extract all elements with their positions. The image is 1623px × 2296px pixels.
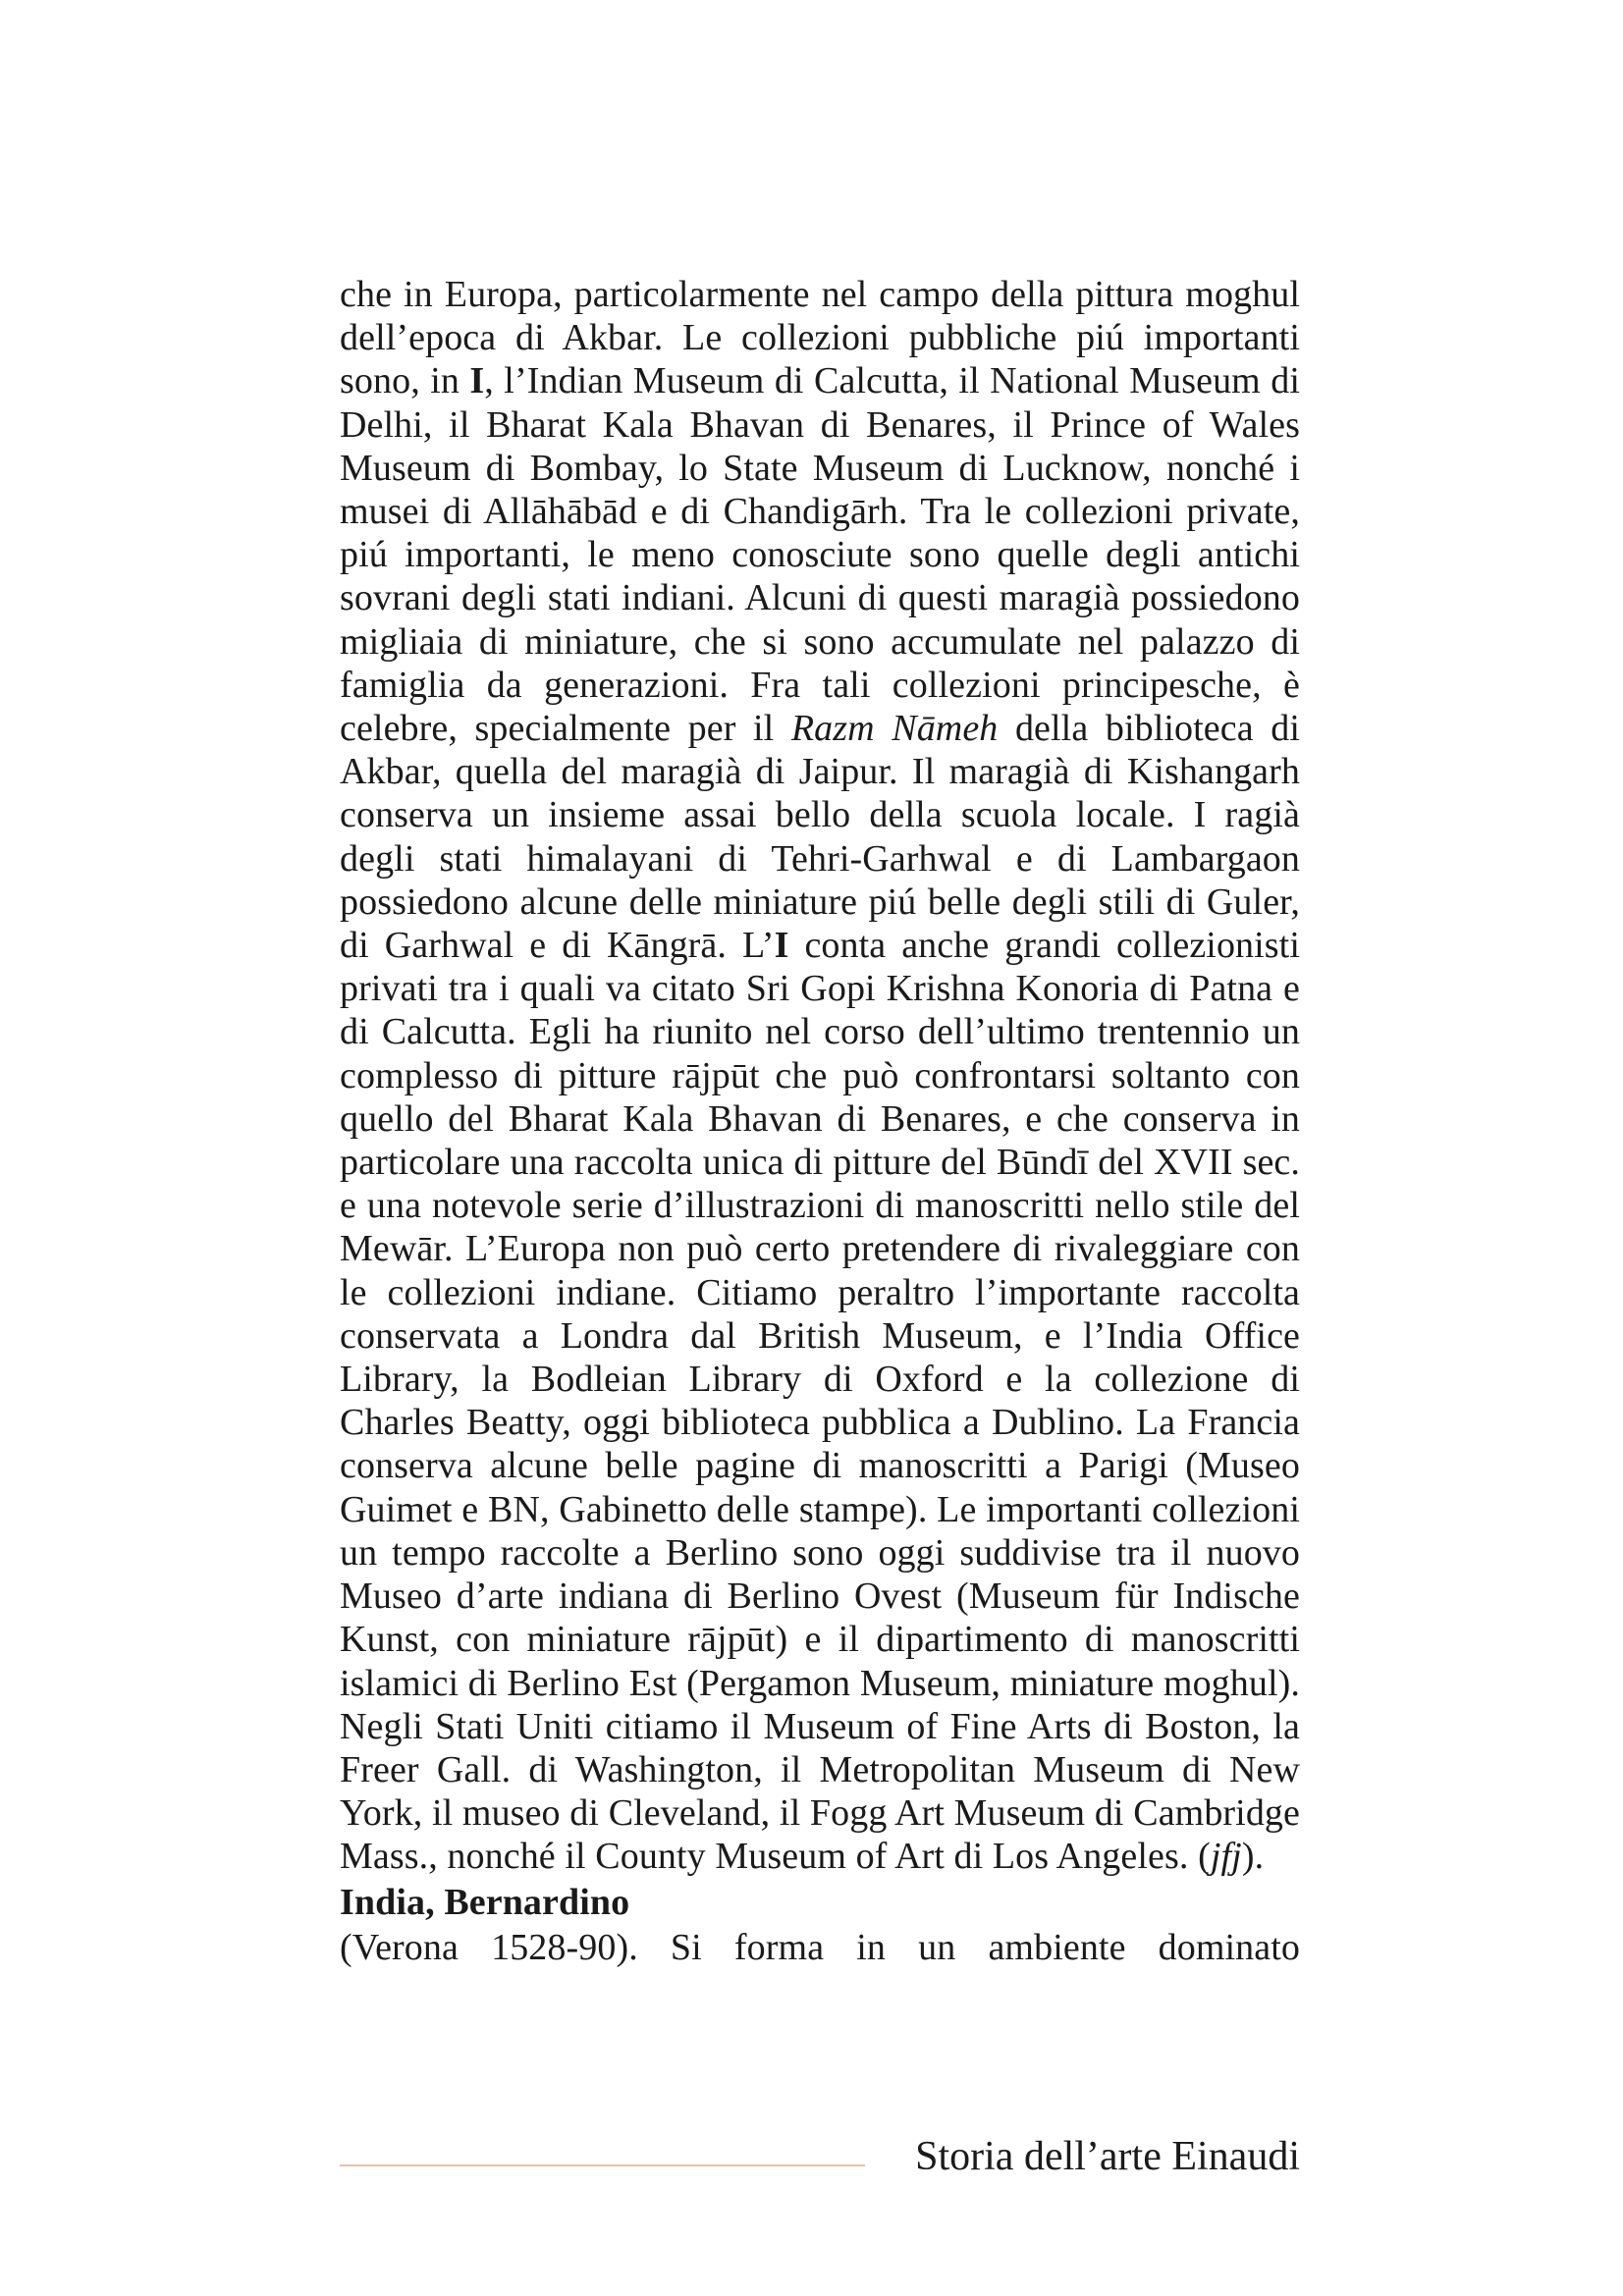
footer-rule [340,2164,865,2166]
paragraph-text-2: , l’Indian Museum di Calcutta, il National Museum di Delhi, il Bharat Kala Bhavan di Benares, il Prince of Wales Museum di Bombay, lo State Museum di Lucknow, nonché i musei di Allāhābād e di Chandigārh. Tra le collezioni private, piú importanti, le meno conosciute sono quelle degli antichi sovrani degli stati indiani. Alcuni di questi maragià possiedono migliaia di miniature, che si sono accumulate nel palazzo di famiglia da generazioni. Fra tali collezioni principesche, è celebre, specialmente per il [340,360,1301,750]
country-abbreviation: I [469,360,485,402]
italic-title: Razm Nāmeh [790,708,999,750]
text-column [340,273,1300,1969]
author-initials: jfj [1210,1836,1242,1878]
entry-heading: India, Bernardino [340,1881,630,1923]
footer-label: Storia dell’arte Einaudi [915,2134,1300,2179]
paragraph-text-4: conta anche grandi collezionisti privati tra i quali va citato Sri Gopi Krishna Konoria di Patna e di Calcutta. Egli ha riunito nel corso dell’ultimo trentennio un complesso di pitture rājpūt che può confrontarsi soltanto con quello del Bharat Kala Bhavan di Benares, e che conserva in particolare una raccolta unica di pitture del Būndī del XVII sec. e una notevole serie d’illustrazioni di manoscritti nello stile del Mewār. L’Europa non può certo pretendere di rivaleggiare con le collezioni indiane. Citiamo peraltro l’importante raccolta conservata a Londra dal British Museum, e l’India Office Library, la Bodleian Library di Oxford e la collezione di Charles Beatty, oggi biblioteca pubblica a Dublino. La Francia conserva alcune belle pagine di manoscritti a Parigi (Museo Guimet e BN, Gabinetto delle stampe). Le importanti collezioni un tempo raccolte a Berlino sono oggi suddivise tra il nuovo Museo d’arte indiana di Berlino Ovest (Museum für Indische Kunst, con miniature rājpūt) e il dipartimento di manoscritti islamici di Berlino Est (Pergamon Museum, miniature moghul). Negli Stati Uniti citiamo il Museum of Fine Arts di Boston, la Freer Gall. di Washington, il Metropolitan Museum di New York, il museo di Cleveland, il Fogg Art Museum di Cambridge Mass., nonché il County Museum of Art di Los Angeles. ( [340,925,1301,1878]
page-footer [340,2132,1300,2181]
main-paragraph [340,273,1300,1879]
country-abbreviation: I [774,925,789,967]
paragraph-text-5: ). [1241,1836,1265,1878]
paragraph-text-3: della biblioteca di Akbar, quella del maragià di Jaipur. Il maragià di Kishangarh conserva un insieme assai bello della scuola locale. I ragià degli stati himalayani di Tehri-Garhwal e di Lambargaon possiedono alcune delle miniature piú belle degli stili di Guler, di Garhwal e di Kāngrā. L’ [340,708,1300,967]
paragraph-text-1: che in Europa, particolarmente nel campo della pittura moghul dell’epoca di Akbar. Le collezioni pubbliche piú importanti sono, in [340,274,1300,402]
entry-body: (Verona 1528-90). Si forma in un ambiente dominato [340,1926,1300,1968]
